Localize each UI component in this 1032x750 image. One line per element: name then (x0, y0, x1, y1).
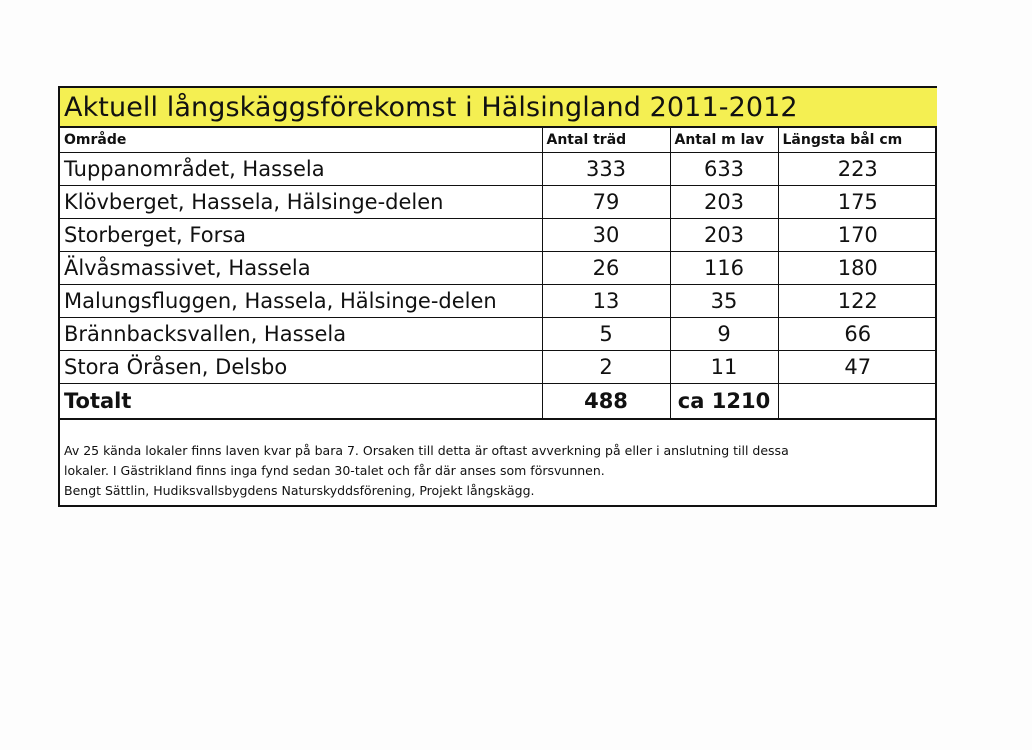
footnote-line: Av 25 kända lokaler finns laven kvar på bara 7. Orsaken till detta är oftast avverkning på eller i anslutning till dessa (64, 443, 789, 458)
trees-cell: 333 (542, 153, 670, 186)
area-cell: Älvåsmassivet, Hassela (60, 252, 542, 285)
column-header-area: Område (60, 128, 542, 153)
table-header-row (60, 128, 937, 153)
longest-trunk-cell: 223 (778, 153, 937, 186)
trees-cell: 30 (542, 219, 670, 252)
footnote-line: lokaler. I Gästrikland finns inga fynd sedan 30-talet och får där anses som försvunnen. (64, 463, 605, 478)
longest-trunk-cell: 122 (778, 285, 937, 318)
area-cell: Stora Öråsen, Delsbo (60, 351, 542, 384)
longest-trunk-cell: 170 (778, 219, 937, 252)
column-header-lichen-length: Antal m lav (670, 128, 778, 153)
table-row (60, 252, 937, 285)
document-title: Aktuell långskäggsförekomst i Hälsingland 2011-2012 (64, 92, 798, 123)
table-row (60, 186, 937, 219)
longest-trunk-cell: 175 (778, 186, 937, 219)
longest-trunk-cell: 66 (778, 318, 937, 351)
column-header-longest-trunk: Längsta bål cm (778, 128, 937, 153)
trees-cell: 13 (542, 285, 670, 318)
table-row (60, 318, 937, 351)
source-credit: Bengt Sättlin, Hudiksvallsbygdens Naturskyddsförening, Projekt långskägg. (64, 483, 535, 498)
trees-cell: 79 (542, 186, 670, 219)
column-header-trees: Antal träd (542, 128, 670, 153)
trees-cell: 2 (542, 351, 670, 384)
total-label: Totalt (60, 384, 542, 420)
occurrence-table (60, 128, 937, 420)
trees-cell: 5 (542, 318, 670, 351)
lichen-length-cell: 35 (670, 285, 778, 318)
table-row (60, 285, 937, 318)
trees-cell: 26 (542, 252, 670, 285)
lichen-length-cell: 203 (670, 219, 778, 252)
table-row (60, 351, 937, 384)
longest-trunk-cell: 180 (778, 252, 937, 285)
lichen-length-cell: 116 (670, 252, 778, 285)
total-longest-trunk (778, 384, 937, 420)
lichen-length-cell: 203 (670, 186, 778, 219)
longest-trunk-cell: 47 (778, 351, 937, 384)
area-cell: Storberget, Forsa (60, 219, 542, 252)
area-cell: Brännbacksvallen, Hassela (60, 318, 542, 351)
area-cell: Klövberget, Hassela, Hälsinge-delen (60, 186, 542, 219)
lichen-occurrence-table-document (58, 86, 937, 507)
total-trees: 488 (542, 384, 670, 420)
lichen-length-cell: 9 (670, 318, 778, 351)
footnote (64, 441, 932, 501)
table-row (60, 219, 937, 252)
title-bar (60, 88, 937, 128)
area-cell: Tuppanområdet, Hassela (60, 153, 542, 186)
lichen-length-cell: 633 (670, 153, 778, 186)
lichen-length-cell: 11 (670, 351, 778, 384)
total-row (60, 384, 937, 420)
total-lichen-length: ca 1210 (670, 384, 778, 420)
table-row (60, 153, 937, 186)
area-cell: Malungsfluggen, Hassela, Hälsinge-delen (60, 285, 542, 318)
